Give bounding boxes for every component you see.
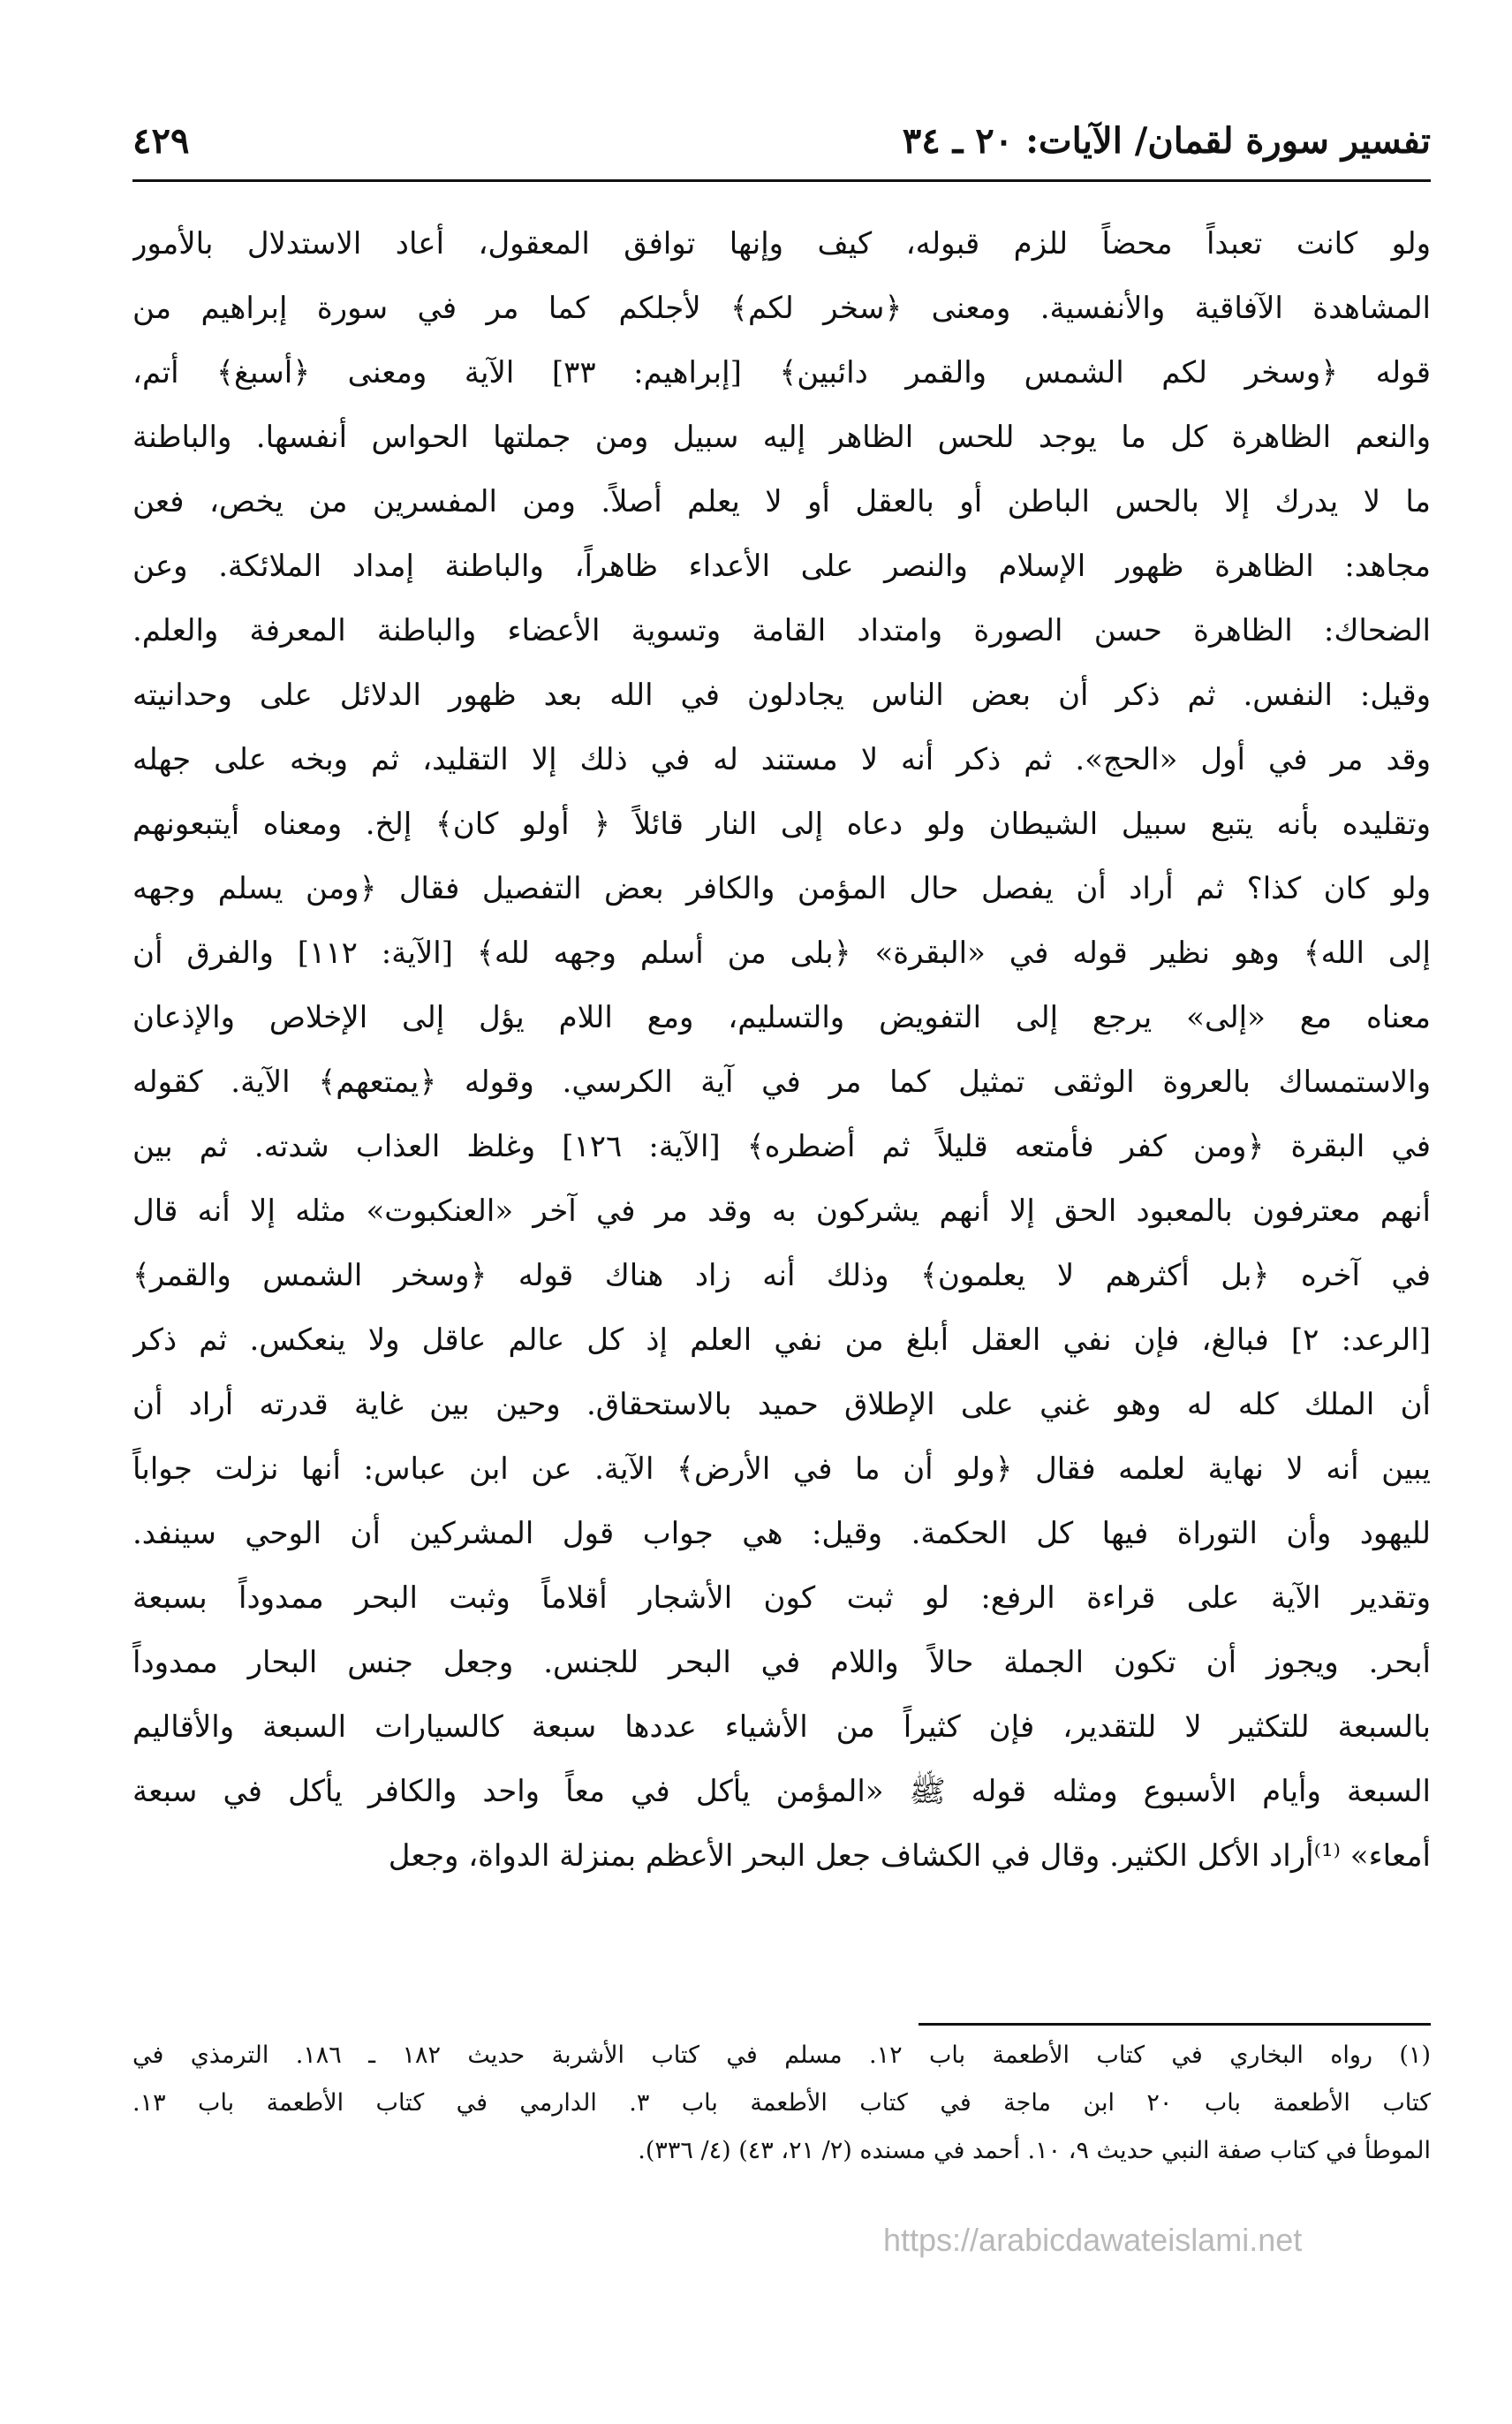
text-line: السبعة وأيام الأسبوع ومثله قوله ﷺ «المؤمن يأكل في معاً واحد والكافر يأكل في سبعة — [132, 1774, 1431, 1809]
page-number: ٤٢٩ — [132, 120, 190, 162]
text-line: المشاهدة الآفاقية والأنفسية. ومعنى ﴿سخر لكم﴾ لأجلكم كما مر في سورة إبراهيم من — [132, 291, 1431, 326]
text-line: بالسبعة للتكثير لا للتقدير، فإن كثيراً من الأشياء عددها سبعة كالسيارات السبعة والأقاليم — [132, 1709, 1431, 1745]
text-line: لليهود وأن التوراة فيها كل الحكمة. وقيل: هي جواب قول المشركين أن الوحي سينفد. — [132, 1516, 1431, 1551]
text-line: وتقليده بأنه يتبع سبيل الشيطان ولو دعاه إلى النار قائلاً ﴿ أولو كان﴾ إلخ. ومعناه أيتبعونهم — [132, 807, 1431, 842]
text-line: ما لا يدرك إلا بالحس الباطن أو بالعقل أو لا يعلم أصلاً. ومن المفسرين من يخص، فعن — [132, 484, 1431, 519]
footnotes — [132, 2032, 1431, 2175]
footnote-line: كتاب الأطعمة باب ٢٠ ابن ماجة في كتاب الأطعمة باب ٣. الدارمي في كتاب الأطعمة باب ١٣. — [132, 2089, 1431, 2117]
text-line: قوله ﴿وسخر لكم الشمس والقمر دائبين﴾ [إبراهيم: ٣٣] الآية ومعنى ﴿أسبغ﴾ أتم، — [132, 355, 1431, 390]
text-line: ولو كان كذا؟ ثم أراد أن يفصل حال المؤمن والكافر بعض التفصيل فقال ﴿ومن يسلم وجهه — [132, 871, 1431, 906]
header-divider — [132, 179, 1431, 182]
text-line: في البقرة ﴿ومن كفر فأمتعه قليلاً ثم أضطره﴾ [الآية: ١٢٦] وغلظ العذاب شدته. ثم بين — [132, 1129, 1431, 1164]
text-line: مجاهد: الظاهرة ظهور الإسلام والنصر على الأعداء ظاهراً، والباطنة إمداد الملائكة. وعن — [132, 549, 1431, 584]
text-line: أنهم معترفون بالمعبود الحق إلا أنهم يشركون به وقد مر في آخر «العنكبوت» مثله إلا أنه قال — [132, 1193, 1431, 1229]
text-line: [الرعد: ٢] فبالغ، فإن نفي العقل أبلغ من نفي العلم إذ كل عالم عاقل ولا ينعكس. ثم ذكر — [132, 1322, 1431, 1358]
text-line: والنعم الظاهرة كل ما يوجد للحس الظاهر إليه سبيل ومن جملتها الحواس أنفسها. والباطنة — [132, 420, 1431, 455]
page-header — [132, 115, 1431, 177]
body-text — [132, 212, 1431, 1889]
footnote-line: (١) رواه البخاري في كتاب الأطعمة باب ١٢. مسلم في كتاب الأشربة حديث ١٨٢ ـ ١٨٦. الترمذي في — [132, 2041, 1431, 2069]
footnote-line: الموطأ في كتاب صفة النبي حديث ٩، ١٠. أحمد في مسنده (٢/ ٢١، ٤٣) (٤/ ٣٣٦). — [638, 2137, 1431, 2164]
text-line: معناه مع «إلى» يرجع إلى التفويض والتسليم، ومع اللام يؤل إلى الإخلاص والإذعان — [132, 1000, 1431, 1035]
text-line: والاستمساك بالعروة الوثقى تمثيل كما مر في آية الكرسي. وقوله ﴿يمتعهم﴾ الآية. كقوله — [132, 1064, 1431, 1100]
watermark-url: https://arabicdawateislami.net — [883, 2222, 1303, 2258]
text-line: وقد مر في أول «الحج». ثم ذكر أنه لا مستند له في ذلك إلا التقليد، ثم وبخه على جهله — [132, 742, 1431, 777]
running-title: تفسير سورة لقمان/ الآيات: ٢٠ ـ ٣٤ — [902, 120, 1431, 162]
text-line: في آخره ﴿بل أكثرهم لا يعلمون﴾ وذلك أنه زاد هناك قوله ﴿وسخر الشمس والقمر﴾ — [132, 1258, 1431, 1293]
text-line: ولو كانت تعبداً محضاً للزم قبوله، كيف وإنها توافق المعقول، أعاد الاستدلال بالأمور — [132, 226, 1431, 261]
text-line: أن الملك كله له وهو غني على الإطلاق حميد بالاستحقاق. وحين بين غاية قدرته أراد أن — [132, 1387, 1431, 1422]
text-line: يبين أنه لا نهاية لعلمه فقال ﴿ولو أن ما في الأرض﴾ الآية. عن ابن عباس: أنها نزلت جواباً — [132, 1451, 1431, 1487]
text-line: وقيل: النفس. ثم ذكر أن بعض الناس يجادلون في الله بعد ظهور الدلائل على وحدانيته — [132, 678, 1431, 713]
text-line: الضحاك: الظاهرة حسن الصورة وامتداد القامة وتسوية الأعضاء والباطنة المعرفة والعلم. — [132, 613, 1431, 648]
footnote-divider — [919, 2023, 1431, 2026]
text-line: أمعاء» ⁽¹⁾أراد الأكل الكثير. وقال في الكشاف جعل البحر الأعظم بمنزلة الدواة، وجعل — [388, 1838, 1431, 1874]
text-line: أبحر. ويجوز أن تكون الجملة حالاً واللام في البحر للجنس. وجعل جنس البحار ممدوداً — [132, 1645, 1431, 1680]
text-line: إلى الله﴾ وهو نظير قوله في «البقرة» ﴿بلى من أسلم وجهه لله﴾ [الآية: ١١٢] والفرق أن — [132, 936, 1431, 971]
text-line: وتقدير الآية على قراءة الرفع: لو ثبت كون الأشجار أقلاماً وثبت البحر ممدوداً بسبعة — [132, 1580, 1431, 1616]
